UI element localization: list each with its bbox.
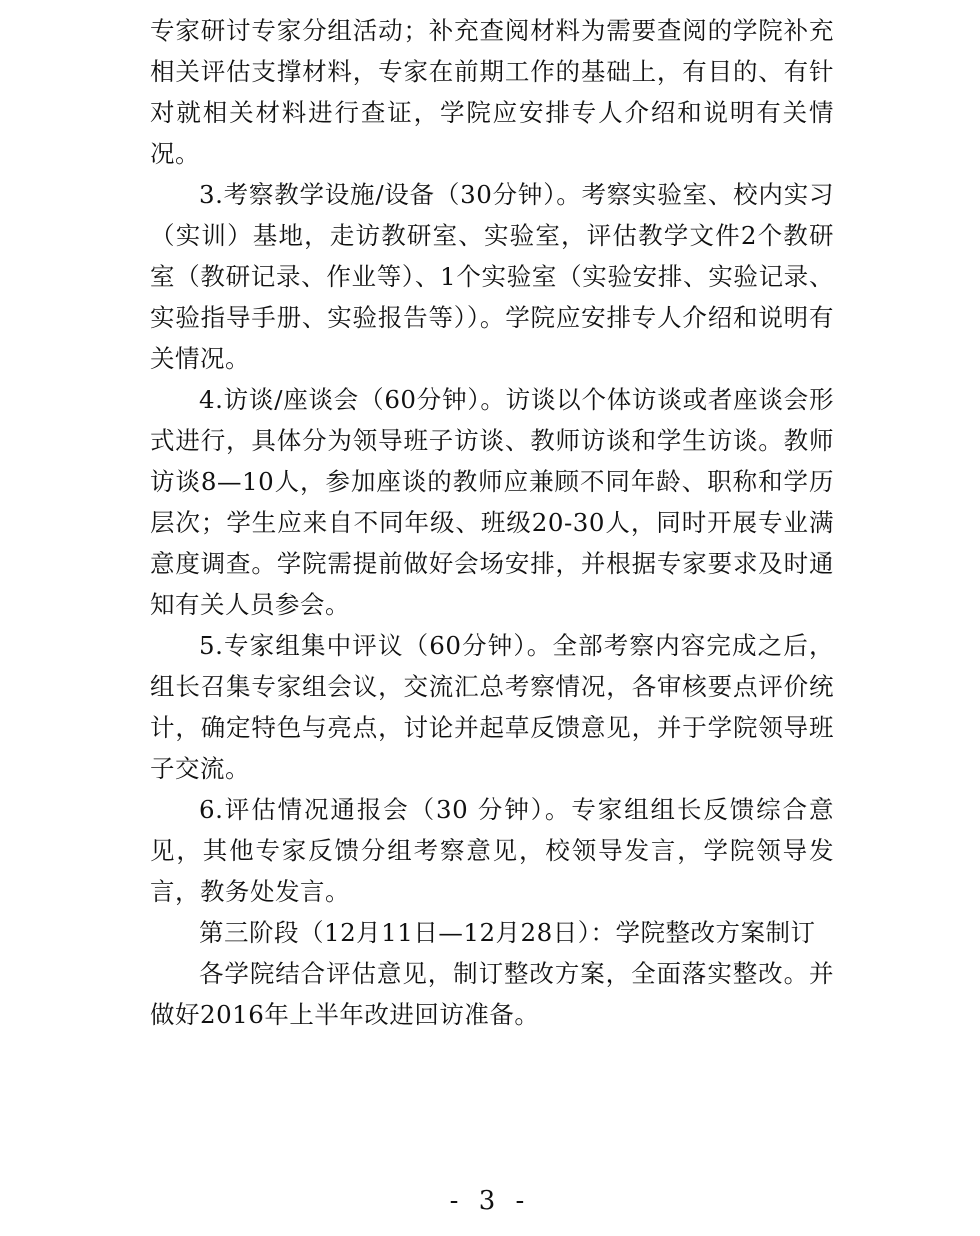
paragraph-stage-three-heading: 第三阶段（12月11日—12月28日）：学院整改方案制订 [199, 918, 816, 947]
paragraph-rectification: 各学院结合评估意见，制订整改方案，全面落实整改。并做好2016年上半年改进回访准备。 [150, 959, 834, 1029]
document-page [150, 10, 834, 1035]
page-number: - 3 - [449, 1186, 531, 1216]
paragraph-interviews: 4.访谈/座谈会（60分钟）。访谈以个体访谈或者座谈会形式进行，具体分为领导班子访谈、教师访谈和学生访谈。教师访谈8—10人，参加座谈的教师应兼顾不同年龄、职称和学历层次；学生应来自不同年级、班级20-30人，同时开展专业满意度调查。学院需提前做好会场安排，并根据专家要求及时通知有关人员参会。 [150, 385, 834, 619]
paragraph-expert-deliberation: 5.专家组集中评议（60分钟）。全部考察内容完成之后，组长召集专家组会议，交流汇总考察情况，各审核要点评价统计，确定特色与亮点，讨论并起草反馈意见，并于学院领导班子交流。 [150, 631, 834, 783]
paragraph-briefing-meeting: 6.评估情况通报会（30 分钟）。专家组组长反馈综合意见，其他专家反馈分组考察意见，校领导发言，学院领导发言，教务处发言。 [150, 795, 834, 906]
paragraph-expert-review: 专家研讨专家分组活动；补充查阅材料为需要查阅的学院补充相关评估支撑材料，专家在前期工作的基础上，有目的、有针对就相关材料进行查证，学院应安排专人介绍和说明有关情况。 [150, 16, 834, 168]
paragraph-facility-inspection: 3.考察教学设施/设备（30分钟）。考察实验室、校内实习（实训）基地，走访教研室、实验室，评估教学文件2个教研室（教研记录、作业等）、1个实验室（实验安排、实验记录、实验指导手册、实验报告等））。学院应安排专人介绍和说明有关情况。 [150, 180, 834, 373]
